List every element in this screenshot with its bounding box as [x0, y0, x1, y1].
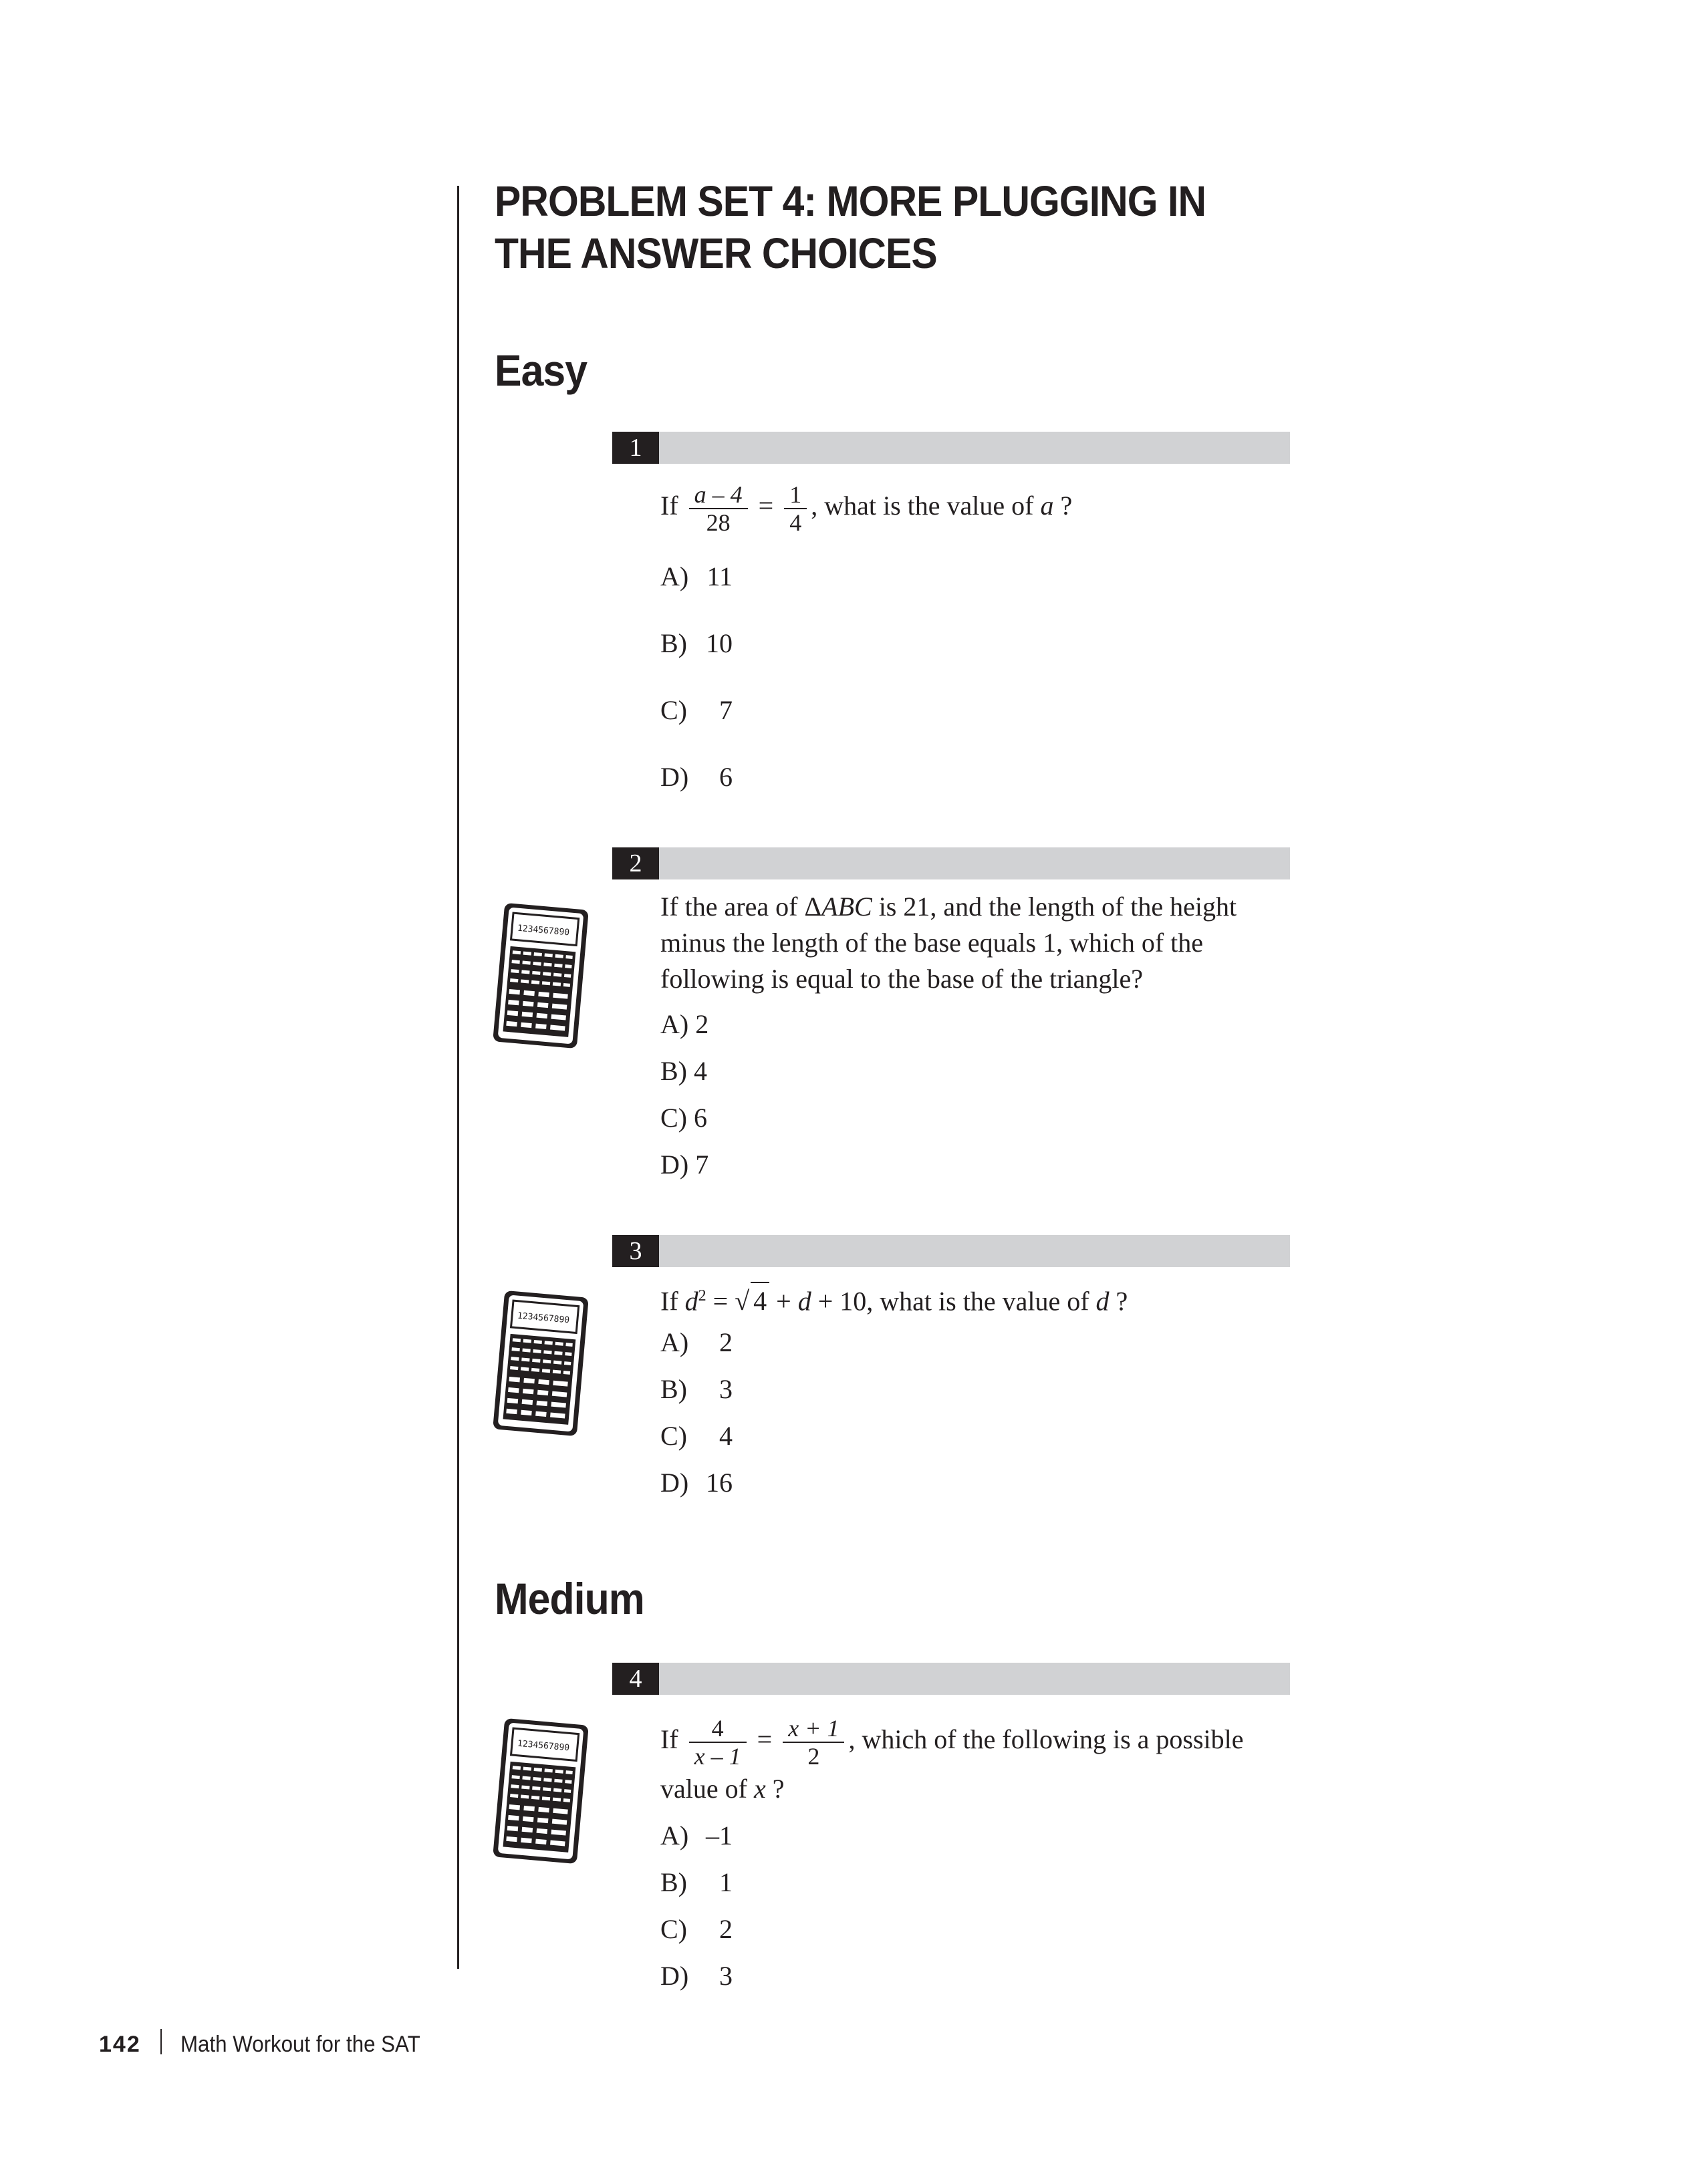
- calculator-icon: [492, 1718, 590, 1865]
- q1-fraction-left: [689, 481, 748, 536]
- q2-line-1-post: is 21, and the length of the height: [872, 892, 1237, 922]
- choice-value: 11: [706, 561, 733, 591]
- question-3-number: 3: [612, 1235, 659, 1267]
- calculator-icon: [492, 902, 590, 1049]
- q1-var: a: [1040, 491, 1054, 521]
- q3-plus: +: [776, 1286, 791, 1317]
- q3-end-var: d: [1095, 1286, 1110, 1317]
- q4-choice-a[interactable]: [660, 1819, 733, 1853]
- choice-label: B): [660, 1374, 687, 1404]
- q4-line-2-pre: value of: [660, 1774, 747, 1804]
- q4-rest: , which of the following is a possible: [848, 1724, 1244, 1755]
- q4-num-right: x + 1: [788, 1715, 839, 1742]
- q4-line-2: [660, 1771, 784, 1807]
- q2-line-2: minus the length of the base equals 1, which of the: [660, 928, 1204, 958]
- q3-choice-c[interactable]: [660, 1419, 733, 1453]
- q1-rest: , what is the value of: [811, 491, 1034, 521]
- choice-label: A): [660, 1820, 689, 1851]
- q2-choice-d[interactable]: D) 7: [660, 1149, 709, 1180]
- q3-choice-d[interactable]: [660, 1466, 733, 1500]
- q4-fraction-right: [783, 1715, 844, 1770]
- q4-choice-c[interactable]: [660, 1913, 733, 1946]
- q4-qmark: ?: [772, 1774, 785, 1804]
- q3-mid-var: d: [797, 1286, 811, 1317]
- question-4-bar: [612, 1663, 1290, 1695]
- choice-value: 10: [706, 628, 733, 658]
- choice-value: 2: [719, 1914, 733, 1944]
- q1-choice-d[interactable]: [660, 761, 733, 794]
- choice-label: C): [660, 1914, 687, 1944]
- q1-choice-a[interactable]: [660, 560, 733, 593]
- question-3-stem: [660, 1278, 1128, 1319]
- page-title-line-2: THE ANSWER CHOICES: [495, 229, 937, 277]
- margin-rule: [457, 186, 459, 1969]
- q4-choice-b[interactable]: [660, 1866, 733, 1899]
- q4-line-2-var: x: [753, 1774, 766, 1804]
- choice-label: D): [660, 1961, 689, 1991]
- q1-num-left: a – 4: [694, 481, 743, 508]
- q2-choice-a[interactable]: A) 2: [660, 1009, 709, 1039]
- choice-label: C): [660, 695, 687, 725]
- q3-equals: =: [713, 1286, 729, 1317]
- question-2-bar: [612, 847, 1290, 879]
- q2-line-3: following is equal to the base of the triangle?: [660, 964, 1144, 994]
- footer-divider: [160, 2029, 162, 2054]
- q3-choice-a[interactable]: [660, 1326, 733, 1359]
- q1-fraction-right: [784, 481, 807, 536]
- calculator-display: 1234567890: [517, 1311, 570, 1326]
- q4-fraction-left: [689, 1715, 747, 1770]
- q2-line-1: [660, 889, 1289, 925]
- choice-label: A): [660, 561, 689, 591]
- question-4-number: 4: [612, 1663, 659, 1695]
- question-1-number: 1: [612, 432, 659, 464]
- choice-value: 7: [719, 695, 733, 725]
- choice-value: 4: [719, 1421, 733, 1451]
- choice-value: 16: [706, 1468, 733, 1498]
- q1-qmark: ?: [1060, 491, 1073, 521]
- choice-label: B): [660, 1867, 687, 1897]
- q2-choice-b[interactable]: B) 4: [660, 1056, 707, 1086]
- page-title: [495, 175, 1206, 279]
- calculator-display: 1234567890: [517, 923, 570, 938]
- q3-qmark: ?: [1116, 1286, 1128, 1317]
- question-3-bar: [612, 1235, 1290, 1267]
- calculator-icon: [492, 1290, 590, 1437]
- q3-radicand: 4: [751, 1282, 769, 1319]
- q1-den-right: 4: [789, 509, 802, 536]
- choice-label: A): [660, 1327, 689, 1357]
- q4-den-right: 2: [807, 1743, 820, 1770]
- q3-superscript: 2: [698, 1287, 706, 1305]
- q3-if: If: [660, 1286, 678, 1317]
- section-heading-easy: Easy: [495, 346, 588, 395]
- choice-value: 3: [719, 1961, 733, 1991]
- q2-line-1-var: ABC: [821, 892, 872, 922]
- choice-value: 6: [719, 762, 733, 792]
- question-1-stem: [660, 481, 1072, 536]
- q1-equals: =: [758, 491, 774, 521]
- q4-equals: =: [757, 1724, 773, 1755]
- q3-tail: + 10, what is the value of: [817, 1286, 1089, 1317]
- choice-label: D): [660, 762, 689, 792]
- choice-label: C): [660, 1421, 687, 1451]
- choice-label: D): [660, 1468, 689, 1498]
- q3-radical: √ 4: [735, 1286, 769, 1316]
- calculator-display: 1234567890: [517, 1738, 570, 1754]
- q1-choice-c[interactable]: [660, 694, 733, 727]
- q4-choice-d[interactable]: [660, 1959, 733, 1993]
- question-1-bar: [612, 432, 1290, 464]
- choice-value: 2: [719, 1327, 733, 1357]
- q3-var-d: d: [684, 1286, 698, 1317]
- q4-if: If: [660, 1724, 678, 1755]
- q4-num-left: 4: [689, 1715, 747, 1743]
- q1-if: If: [660, 491, 678, 521]
- choice-value: 1: [719, 1867, 733, 1897]
- q3-choice-b[interactable]: [660, 1373, 733, 1406]
- page-number: 142: [99, 2032, 141, 2057]
- choice-value: –1: [706, 1820, 733, 1851]
- section-heading-medium: Medium: [495, 1574, 644, 1623]
- question-2-stem: [660, 889, 1289, 997]
- q1-num-right: 1: [784, 481, 807, 509]
- q2-line-1-pre: If the area of Δ: [660, 892, 822, 922]
- page-title-line-1: PROBLEM SET 4: MORE PLUGGING IN: [495, 177, 1206, 225]
- q2-choice-c[interactable]: C) 6: [660, 1103, 707, 1133]
- q1-choice-b[interactable]: [660, 627, 733, 660]
- q1-den-left: 28: [706, 509, 731, 536]
- question-2-number: 2: [612, 847, 659, 879]
- book-title: Math Workout for the SAT: [180, 2032, 420, 2057]
- choice-label: B): [660, 628, 687, 658]
- q4-den-left: x – 1: [694, 1743, 741, 1770]
- question-4-stem: [660, 1715, 1244, 1770]
- choice-value: 3: [719, 1374, 733, 1404]
